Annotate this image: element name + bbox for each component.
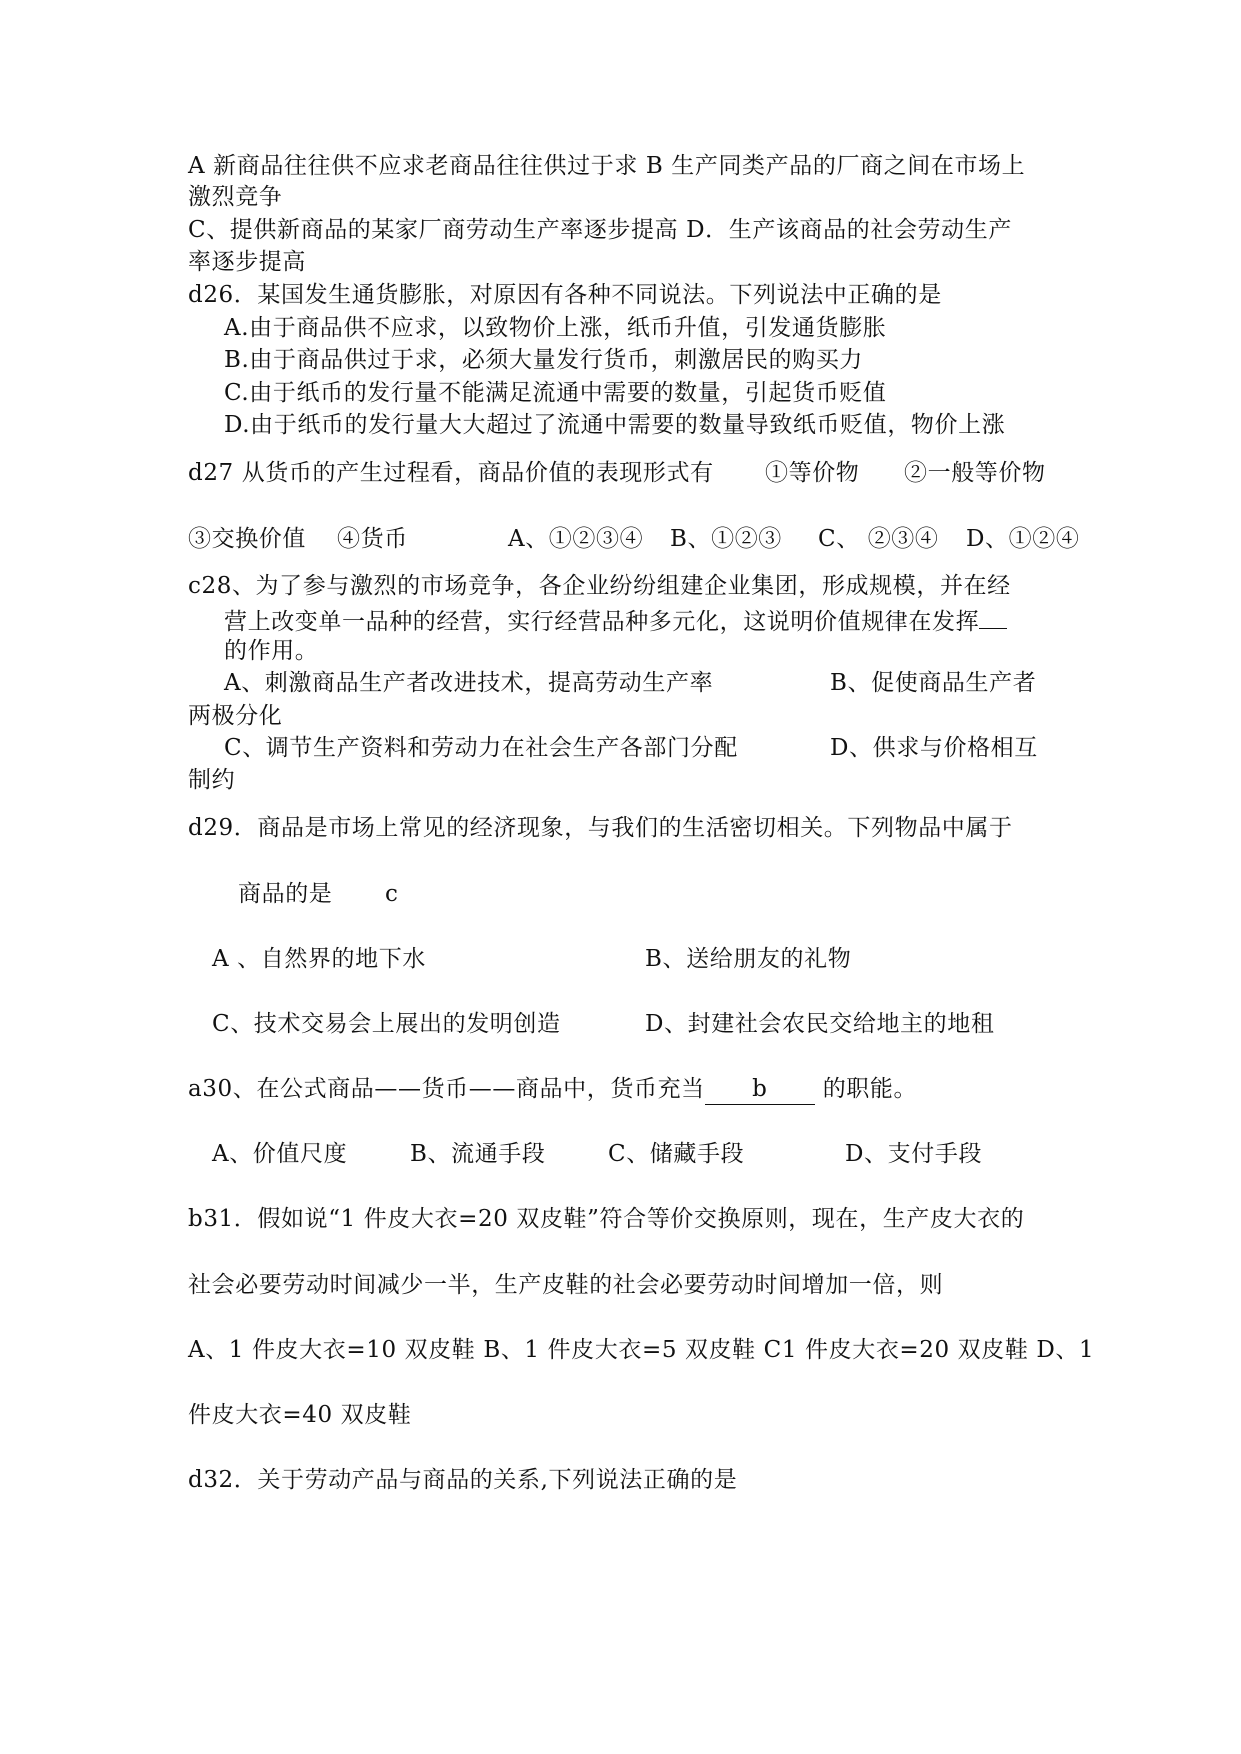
q29-option-a: A 、自然界的地下水: [212, 946, 426, 972]
q31-line4: 件皮大衣=40 双皮鞋: [188, 1402, 412, 1428]
q27-option-b: B、①②③: [670, 526, 782, 552]
q31-line1: b31．假如说“1 件皮大衣=20 双皮鞋”符合等价交换原则，现在，生产皮大衣的: [188, 1206, 1025, 1232]
q25-line3: C、提供新商品的某家厂商劳动生产率逐步提高 D．生产该商品的社会劳动生产: [188, 217, 1012, 243]
q28-line2-text: 营上改变单一品种的经营，实行经营品种多元化，这说明价值规律在发挥: [224, 609, 980, 635]
q27-stem: d27 从货币的产生过程看，商品价值的表现形式有: [188, 460, 714, 486]
q30-answer-blank: b: [705, 1074, 815, 1105]
q25-line1: A 新商品往往供不应求老商品往往供过于求 B 生产同类产品的厂商之间在市场上: [188, 153, 1026, 179]
q26-option-d: D.由于纸币的发行量大大超过了流通中需要的数量导致纸币贬值，物价上涨: [224, 412, 1006, 438]
q28-option-d-cont: 制约: [188, 767, 236, 793]
q25-line4: 率逐步提高: [188, 249, 306, 275]
q30-option-d: D、支付手段: [845, 1141, 983, 1167]
q30-stem: [188, 1074, 917, 1105]
q27-item-3: ③交换价值: [188, 526, 306, 552]
q28-option-b-cont: 两极分化: [188, 703, 283, 729]
q30-option-a: A、价值尺度: [212, 1141, 348, 1167]
q27-option-c: C、 ②③④: [818, 526, 939, 552]
q29-option-b: B、送给朋友的礼物: [645, 946, 852, 972]
q26-option-b: B.由于商品供过于求，必须大量发行货币，刺激居民的购买力: [224, 347, 864, 373]
q31-line3: A、1 件皮大衣=10 双皮鞋 B、1 件皮大衣=5 双皮鞋 C1 件皮大衣=20 双皮鞋 D、1: [188, 1337, 1095, 1363]
q29-line1: d29．商品是市场上常见的经济现象，与我们的生活密切相关。下列物品中属于: [188, 815, 1013, 841]
q27-item-2: ②一般等价物: [904, 460, 1046, 486]
q30-stem-pre: a30、在公式商品——货币——商品中，货币充当: [188, 1076, 705, 1102]
q26-option-c: C.由于纸币的发行量不能满足流通中需要的数量，引起货币贬值: [224, 380, 887, 406]
q28-option-c: C、调节生产资料和劳动力在社会生产各部门分配: [224, 735, 738, 761]
q28-option-d: D、供求与价格相互: [830, 735, 1038, 761]
q30-stem-post: 的职能。: [822, 1076, 918, 1102]
q29-option-d: D、封建社会农民交给地主的地租: [645, 1011, 995, 1037]
q29-line2: 商品的是: [238, 881, 333, 907]
q26-stem: d26．某国发生通货膨胀，对原因有各种不同说法。下列说法中正确的是: [188, 282, 942, 308]
q28-line2: [224, 604, 1007, 637]
q28-option-b: B、促使商品生产者: [830, 670, 1037, 696]
q30-option-b: B、流通手段: [410, 1141, 546, 1167]
q27-item-4: ④货币: [337, 526, 408, 552]
q30-option-c: C、储藏手段: [608, 1141, 745, 1167]
q28-line3: 的作用。: [224, 638, 319, 664]
q28-option-a: A、刺激商品生产者改进技术，提高劳动生产率: [224, 670, 714, 696]
q31-line2: 社会必要劳动时间减少一半，生产皮鞋的社会必要劳动时间增加一倍，则: [188, 1272, 944, 1298]
q29-option-c: C、技术交易会上展出的发明创造: [212, 1011, 561, 1037]
q27-item-1: ①等价物: [765, 460, 860, 486]
q25-line2: 激烈竞争: [188, 184, 283, 210]
q28-answer-blank: [979, 604, 1007, 629]
q27-option-d: D、①②④: [966, 526, 1080, 552]
q26-option-a: A.由于商品供不应求，以致物价上涨，纸币升值，引发通货膨胀: [224, 315, 887, 341]
q32-stem: d32．关于劳动产品与商品的关系,下列说法正确的是: [188, 1467, 738, 1493]
q28-line1: c28、为了参与激烈的市场竞争，各企业纷纷组建企业集团，形成规模，并在经: [188, 573, 1011, 599]
q29-answer: c: [385, 881, 399, 907]
q27-option-a: A、①②③④: [508, 526, 644, 552]
